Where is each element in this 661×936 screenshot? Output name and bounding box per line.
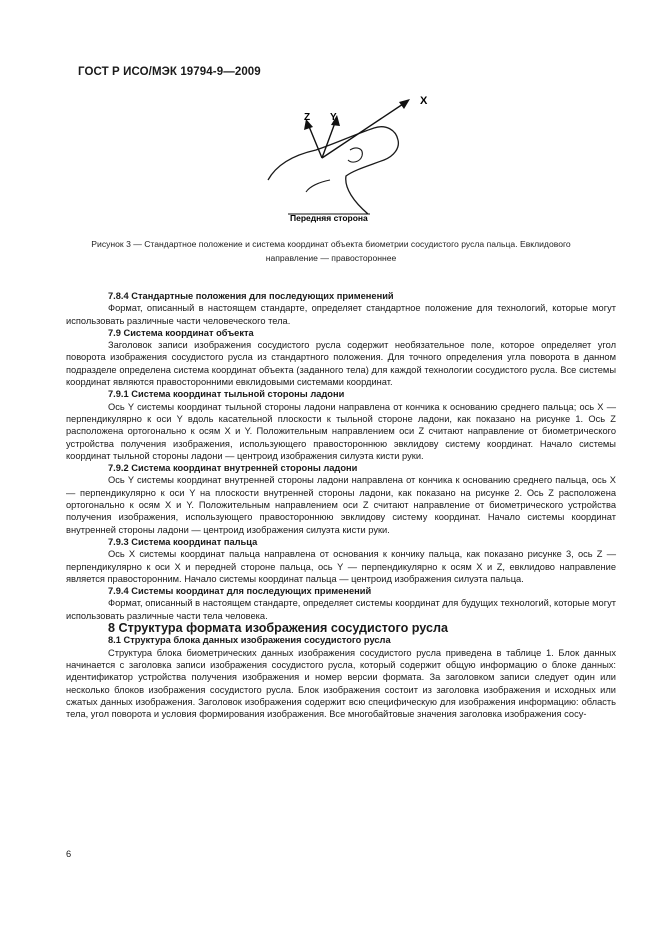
section-8-heading: 8 Структура формата изображения сосудистого русла	[108, 621, 448, 636]
axis-x-line	[322, 102, 406, 158]
section-7-9-1-paragraph: Ось Y системы координат тыльной стороны ладони направлена от кончика к основанию среднего пальца; ось X — перпендикулярно к оси Y вдоль касательной плоскости к тыльной стороне ладони, как показано на рисунке 1. Ось Z расположена ортогонально к осям X и Y. Положительным направлением оси Z считают направление от биометрического устройства получения изображения, использующего правостороннюю эвклидову систему координат. Начало системы координат тыльной стороны ладони — центроид изображения силуэта кисти руки.	[66, 401, 616, 461]
section-8-1-paragraph: Структура блока биометрических данных изображения сосудистого русла приведена в таблице 1. Блок данных начинается с заголовка записи изображения сосудистого русла, который содержит общую информацию о блоке данных: идентификатор устройства получения изображения и номер версии формата. За заголовком записи следует один или несколько блоков изображения сосудистого русла. Блок изображения состоит из заголовка изображения и исходных или сжатых данных изображения. Заголовок изображения содержит всю специфическую для изображения информацию: область тела, угол поворота и условия формирования изображения. Все многобайтовые значения заголовка изображения сосу-	[66, 647, 616, 720]
section-7-9-4-heading: 7.9.4 Системы координат для последующих применений	[108, 586, 372, 597]
section-7-9-2-heading: 7.9.2 Система координат внутренней стороны ладони	[108, 463, 358, 474]
axis-z-label: Z	[304, 112, 311, 123]
section-7-9-1-heading: 7.9.1 Система координат тыльной стороны ладони	[108, 389, 345, 400]
front-side-label: Передняя сторона	[290, 213, 368, 223]
axis-y-label: Y	[330, 112, 337, 123]
section-7-9-heading: 7.9 Система координат объекта	[108, 327, 254, 338]
document-header: ГОСТ Р ИСО/МЭК 19794-9—2009	[78, 66, 261, 78]
finger-coordinate-figure	[250, 90, 440, 230]
section-7-9-3-paragraph: Ось X системы координат пальца направлена от основания к кончику пальца, как показано рисунке 3, ось Z — перпендикулярно к оси X и передней стороне пальца, ось Y — перпендикулярно к осям X и Z, евклидово направление является правосторонним. Начало системы координат пальца — центроид изображения силуэта пальца.	[66, 549, 616, 584]
axis-x-label: X	[420, 95, 428, 107]
section-7-9-2-paragraph: Ось Y системы координат внутренней стороны ладони направлена от кончика к основанию среднего пальца, ось X — перпендикулярно к оси Y на плоскости внутренней стороны ладони, как показано на рисунке 2. Ось Z расположена ортогонально к осям X и Y. Положительным направлением оси Z считают направление от биометрического устройства получения изображения, использующего правостороннюю эвклидову систему координат. Начало системы координат внутренней стороны ладони — центроид изображения силуэта кисти руки.	[66, 475, 616, 535]
section-7-8-4-heading: 7.8.4 Стандартные положения для последующих применений	[108, 291, 394, 301]
finger-diagram	[250, 90, 440, 230]
main-text	[66, 290, 616, 720]
section-8-1-heading: 8.1 Структура блока данных изображения сосудистого русла	[108, 635, 391, 646]
finger-outline	[268, 127, 398, 214]
axis-y-line	[322, 120, 336, 158]
axis-z-line	[308, 124, 322, 158]
page-number: 6	[66, 849, 72, 859]
section-7-9-3-heading: 7.9.3 Система координат пальца	[108, 536, 258, 547]
section-7-9-paragraph: Заголовок записи изображения сосудистого русла содержит необязательное поле, которое определяет угол поворота изображения сосудистого русла из стандартного положения. Для точного определения угла поворота в данном подразделе определена система координат объекта (заданного тела) для каждой технологии сосудистого русла. Все системы координат являются правосторонними евклидовыми системами координат.	[66, 340, 616, 388]
section-7-9-4-paragraph: Формат, описанный в настоящем стандарте, определяет системы координат для будущих технологий, которые могут использовать различные части тела человека.	[66, 598, 616, 621]
figure-caption: Рисунок 3 — Стандартное положение и система координат объекта биометрии сосудистого русла пальца. Евклидового направление — правостороннее	[91, 239, 571, 263]
fingernail	[348, 148, 362, 162]
section-7-8-4-paragraph: Формат, описанный в настоящем стандарте, определяет стандартное положение для технологий, которые могут использовать различные части человеческого тела.	[66, 303, 616, 326]
finger-crease	[306, 180, 330, 192]
axis-x-arrowhead	[399, 99, 410, 109]
